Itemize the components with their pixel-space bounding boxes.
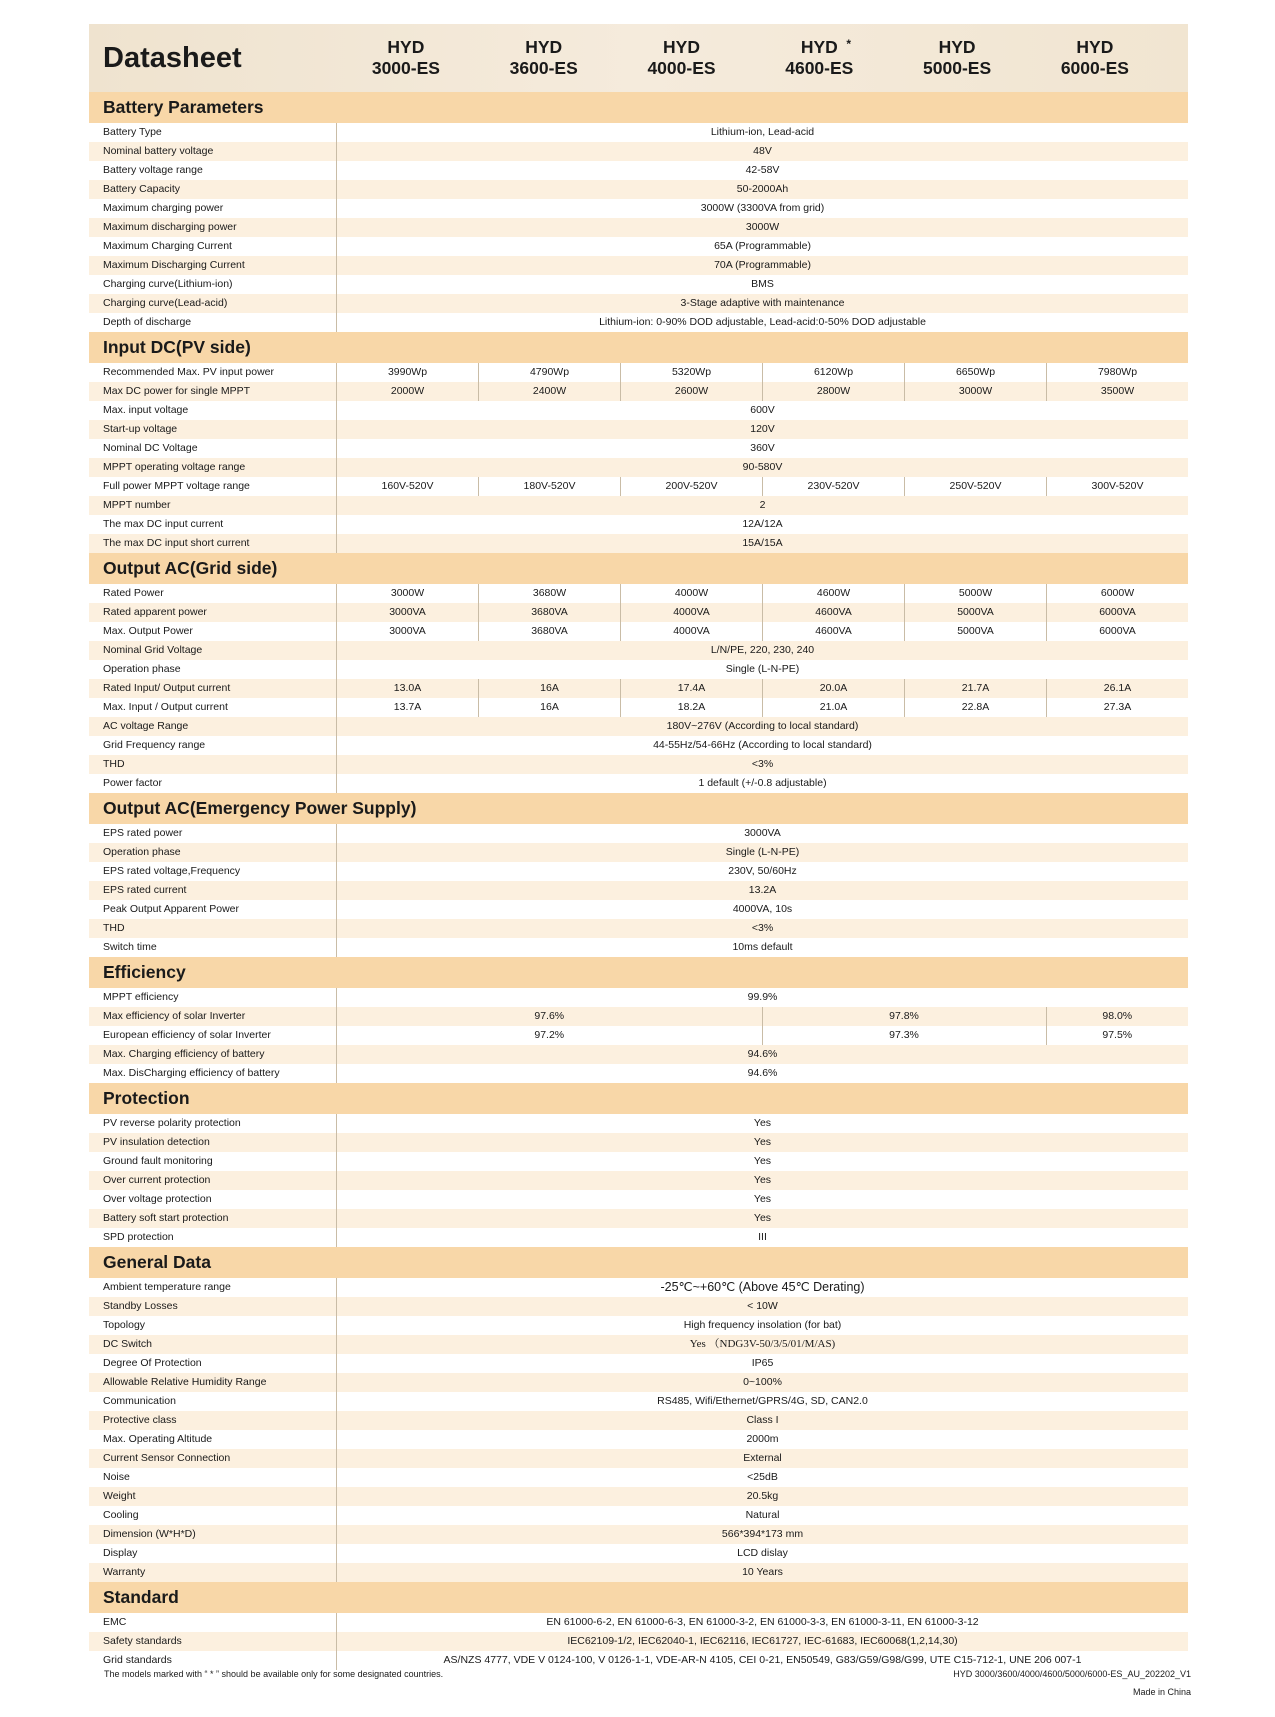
table-row (89, 363, 1188, 382)
row-label: Rated Power (89, 584, 337, 603)
table-row (89, 123, 1188, 142)
table-row (89, 900, 1188, 919)
table-row (89, 1209, 1188, 1228)
row-label: The max DC input current (89, 515, 337, 534)
row-value: External (743, 1452, 782, 1464)
row-value: 3000VA (389, 625, 426, 637)
section-heading: Output AC(Emergency Power Supply) (89, 793, 1188, 824)
row-label: Standby Losses (89, 1297, 337, 1316)
row-value: 6120Wp (762, 363, 904, 382)
row-value: <3% (751, 922, 774, 934)
row-value: 94.6% (747, 1067, 778, 1079)
section-heading: Output AC(Grid side) (89, 553, 1188, 584)
table-row (89, 622, 1188, 641)
row-value: 3500W (1046, 382, 1188, 401)
row-label: Battery Capacity (89, 180, 337, 199)
row-value: 97.8% (762, 1007, 1046, 1026)
row-label: Cooling (89, 1506, 337, 1525)
row-value: 70A (Programmable) (714, 259, 811, 271)
row-value: 27.3A (1046, 698, 1188, 717)
row-label: Maximum discharging power (89, 218, 337, 237)
row-value: 3680VA (478, 603, 620, 622)
table-row (89, 774, 1188, 793)
row-label: THD (89, 919, 337, 938)
row-value: 4600W (762, 584, 904, 603)
table-row (89, 938, 1188, 957)
row-value: 4000VA (620, 603, 762, 622)
row-label: Nominal battery voltage (89, 142, 337, 161)
row-label: SPD protection (89, 1228, 337, 1247)
row-value: <3% (751, 758, 774, 770)
row-value: 360V (750, 442, 775, 454)
row-value: 94.6% (747, 1048, 778, 1060)
row-value: 97.2% (534, 1029, 565, 1041)
row-value: 3000W (904, 382, 1046, 401)
model-header (888, 24, 1026, 92)
row-label: Max. DisCharging efficiency of battery (89, 1064, 337, 1083)
model-series: HYD (663, 37, 700, 57)
row-value: 6650Wp (904, 363, 1046, 382)
row-value: IEC62109-1/2, IEC62040-1, IEC62116, IEC61727, IEC-61683, IEC60068(1,2,14,30) (567, 1635, 958, 1647)
row-label: Grid standards (89, 1651, 337, 1670)
model-series: HYD (938, 37, 976, 57)
table-row (89, 180, 1188, 199)
row-label: Over current protection (89, 1171, 337, 1190)
table-row (89, 1064, 1188, 1083)
row-label: Weight (89, 1487, 337, 1506)
table-row (89, 1525, 1188, 1544)
row-value: IP65 (751, 1357, 774, 1369)
model-code: 3000-ES (371, 58, 440, 78)
row-value: 3000VA (744, 827, 781, 839)
row-value: 22.8A (904, 698, 1046, 717)
document-code: HYD 3000/3600/4000/4600/5000/6000-ES_AU_202202_V1 (953, 1669, 1191, 1679)
row-value: 0~100% (743, 1376, 782, 1388)
section-heading: Efficiency (89, 957, 1188, 988)
row-label: Max. Output Power (89, 622, 337, 641)
row-value: 2 (759, 499, 766, 511)
row-value: 5000VA (904, 603, 1046, 622)
row-value: 4600VA (762, 622, 904, 641)
table-row (89, 1171, 1188, 1190)
table-row (89, 458, 1188, 477)
row-value: 4790Wp (478, 363, 620, 382)
row-label: MPPT operating voltage range (89, 458, 337, 477)
table-row (89, 1316, 1188, 1335)
row-label: Rated apparent power (89, 603, 337, 622)
row-label: Battery soft start protection (89, 1209, 337, 1228)
table-row (89, 534, 1188, 553)
table-row (89, 1152, 1188, 1171)
page-title: Datasheet (103, 42, 242, 74)
row-value: 180V~276V (According to local standard) (666, 720, 859, 732)
row-value: 230V, 50/60Hz (728, 865, 797, 877)
row-value: Lithium-ion, Lead-acid (710, 126, 815, 138)
row-label: AC voltage Range (89, 717, 337, 736)
row-label: Battery Type (89, 123, 337, 142)
table-row (89, 1506, 1188, 1525)
row-value: 21.7A (904, 679, 1046, 698)
model-code: 6000-ES (1060, 58, 1129, 78)
footnote: The models marked with “ * ” should be available only for some designated countries. (104, 1669, 444, 1679)
row-value: High frequency insolation (for bat) (683, 1319, 842, 1331)
table-row (89, 1007, 1188, 1026)
row-value: 4000VA (620, 622, 762, 641)
table-row (89, 1563, 1188, 1582)
row-value: Yes (753, 1136, 772, 1148)
row-value: Single (L-N-PE) (725, 663, 800, 675)
table-row (89, 1430, 1188, 1449)
table-row (89, 843, 1188, 862)
row-value: 3000W (3300VA from grid) (700, 202, 825, 214)
table-row (89, 641, 1188, 660)
row-value: Yes (753, 1117, 772, 1129)
section-heading: General Data (89, 1247, 1188, 1278)
row-value: 2000W (390, 385, 425, 397)
row-label: Depth of discharge (89, 313, 337, 332)
row-label: Warranty (89, 1563, 337, 1582)
table-header (89, 24, 1188, 92)
table-row (89, 161, 1188, 180)
row-value: RS485, Wifi/Ethernet/GPRS/4G, SD, CAN2.0 (657, 1395, 868, 1407)
table-row (89, 660, 1188, 679)
row-label: MPPT efficiency (89, 988, 337, 1007)
row-value: 99.9% (747, 991, 778, 1003)
row-value: Yes (753, 1174, 772, 1186)
row-label: Over voltage protection (89, 1190, 337, 1209)
table-row (89, 603, 1188, 622)
table-row (89, 698, 1188, 717)
row-label: Start-up voltage (89, 420, 337, 439)
row-label: PV insulation detection (89, 1133, 337, 1152)
row-label: Allowable Relative Humidity Range (89, 1373, 337, 1392)
row-value: 6000VA (1046, 603, 1188, 622)
row-label: Safety standards (89, 1632, 337, 1651)
row-value: Yes （NDG3V-50/3/5/01/M/AS) (689, 1338, 836, 1350)
table-row (89, 1411, 1188, 1430)
row-value: BMS (751, 278, 774, 290)
row-label: Noise (89, 1468, 337, 1487)
row-label: Max. Operating Altitude (89, 1430, 337, 1449)
row-label: Maximum Discharging Current (89, 256, 337, 275)
table-body (89, 92, 1188, 1670)
table-row (89, 1354, 1188, 1373)
table-row (89, 862, 1188, 881)
model-code: 5000-ES (923, 58, 992, 78)
row-value: 97.3% (762, 1026, 1046, 1045)
table-row (89, 1468, 1188, 1487)
row-label: Ground fault monitoring (89, 1152, 337, 1171)
row-value: 48V (753, 145, 772, 157)
row-value: 13.7A (393, 701, 422, 713)
row-label: Operation phase (89, 660, 337, 679)
row-label: Battery voltage range (89, 161, 337, 180)
table-row (89, 1544, 1188, 1563)
row-value: 98.0% (1046, 1007, 1189, 1026)
row-value: <25dB (747, 1471, 778, 1483)
row-value: Single (L-N-PE) (725, 846, 800, 858)
row-label: PV reverse polarity protection (89, 1114, 337, 1133)
table-row (89, 1190, 1188, 1209)
row-value: 26.1A (1046, 679, 1188, 698)
row-value: 3990Wp (387, 366, 428, 378)
table-row (89, 824, 1188, 843)
datasheet-table (89, 24, 1188, 1670)
row-label: Maximum charging power (89, 199, 337, 218)
row-label: Max. input voltage (89, 401, 337, 420)
model-header (337, 24, 475, 92)
row-label: Dimension (W*H*D) (89, 1525, 337, 1544)
row-label: Maximum Charging Current (89, 237, 337, 256)
row-label: Ambient temperature range (89, 1278, 337, 1297)
model-header (750, 24, 888, 92)
row-value: EN 61000-6-2, EN 61000-6-3, EN 61000-3-2, EN 61000-3-3, EN 61000-3-11, EN 61000-3-12 (546, 1616, 979, 1628)
row-value: 10 Years (742, 1566, 783, 1578)
table-row (89, 1026, 1188, 1045)
row-value: 160V-520V (381, 480, 434, 492)
row-value: 42-58V (745, 164, 780, 176)
table-row (89, 477, 1188, 496)
table-row (89, 294, 1188, 313)
row-value: 250V-520V (904, 477, 1046, 496)
row-value: Yes (753, 1212, 772, 1224)
row-value: 4000W (620, 584, 762, 603)
row-label: Charging curve(Lithium-ion) (89, 275, 337, 294)
row-label: The max DC input short current (89, 534, 337, 553)
row-value: 20.0A (762, 679, 904, 698)
row-value: 120V (750, 423, 775, 435)
row-value: 13.0A (393, 682, 422, 694)
table-row (89, 237, 1188, 256)
table-row (89, 1228, 1188, 1247)
row-value: 16A (478, 698, 620, 717)
row-value: 3680VA (478, 622, 620, 641)
table-row (89, 218, 1188, 237)
row-value: 2800W (762, 382, 904, 401)
model-series: HYD (800, 37, 838, 57)
row-value: 200V-520V (620, 477, 762, 496)
row-value: 230V-520V (762, 477, 904, 496)
table-row (89, 1373, 1188, 1392)
row-value: 18.2A (620, 698, 762, 717)
table-row (89, 275, 1188, 294)
row-label: Current Sensor Connection (89, 1449, 337, 1468)
row-label: EPS rated power (89, 824, 337, 843)
model-header (613, 24, 751, 92)
row-value: 21.0A (762, 698, 904, 717)
model-header (475, 24, 613, 92)
table-row (89, 515, 1188, 534)
row-value: L/N/PE, 220, 230, 240 (710, 644, 815, 656)
row-value: 65A (Programmable) (714, 240, 811, 252)
row-value: LCD dislay (737, 1547, 788, 1559)
row-label: Max DC power for single MPPT (89, 382, 337, 401)
table-row (89, 1392, 1188, 1411)
table-row (89, 1297, 1188, 1316)
row-label: Peak Output Apparent Power (89, 900, 337, 919)
table-row (89, 919, 1188, 938)
table-row (89, 1651, 1188, 1670)
row-label: Display (89, 1544, 337, 1563)
row-value: 44-55Hz/54-66Hz (According to local standard) (653, 739, 872, 751)
row-value: Yes (753, 1193, 772, 1205)
row-label: Max efficiency of solar Inverter (89, 1007, 337, 1026)
row-value: < 10W (747, 1300, 778, 1312)
row-label: Nominal DC Voltage (89, 439, 337, 458)
section-heading: Battery Parameters (89, 92, 1188, 123)
table-row (89, 401, 1188, 420)
table-row (89, 199, 1188, 218)
table-row (89, 439, 1188, 458)
table-row (89, 1278, 1188, 1297)
table-row (89, 717, 1188, 736)
row-value: 3000W (390, 587, 425, 599)
row-label: EMC (89, 1613, 337, 1632)
table-row (89, 1114, 1188, 1133)
row-value: 6000VA (1046, 622, 1188, 641)
row-value: Yes (753, 1155, 772, 1167)
row-label: Full power MPPT voltage range (89, 477, 337, 496)
table-row (89, 1449, 1188, 1468)
table-row (89, 142, 1188, 161)
row-value: Natural (745, 1509, 780, 1521)
model-series: HYD (525, 37, 563, 57)
section-heading: Input DC(PV side) (89, 332, 1188, 363)
row-label: Degree Of Protection (89, 1354, 337, 1373)
row-value: 13.2A (748, 884, 777, 896)
table-row (89, 755, 1188, 774)
availability-mark: * (846, 37, 852, 51)
row-label: Protective class (89, 1411, 337, 1430)
row-value: 5000W (904, 584, 1046, 603)
row-label: Grid Frequency range (89, 736, 337, 755)
row-label: THD (89, 755, 337, 774)
table-row (89, 496, 1188, 515)
row-label: Power factor (89, 774, 337, 793)
origin-label: Made in China (1132, 1687, 1191, 1697)
row-label: European efficiency of solar Inverter (89, 1026, 337, 1045)
row-value: 1 default (+/-0.8 adjustable) (698, 777, 827, 789)
row-value: 5000VA (904, 622, 1046, 641)
row-value: 180V-520V (478, 477, 620, 496)
row-value: 3000VA (389, 606, 426, 618)
row-value: 12A/12A (742, 518, 783, 530)
row-value: 4600VA (762, 603, 904, 622)
row-value: 20.5kg (746, 1490, 779, 1502)
row-value: 50-2000Ah (736, 183, 789, 195)
row-value: 2600W (620, 382, 762, 401)
row-label: Max. Input / Output current (89, 698, 337, 717)
row-label: Topology (89, 1316, 337, 1335)
table-row (89, 420, 1188, 439)
row-label: Charging curve(Lead-acid) (89, 294, 337, 313)
row-value: AS/NZS 4777, VDE V 0124-100, V 0126-1-1, VDE-AR-N 4105, CEI 0-21, EN50549, G83/G59/G98/G99, UTE C15-712-1, UNE 206 007-1 (443, 1654, 1082, 1666)
model-series: HYD (387, 37, 425, 57)
table-row (89, 1613, 1188, 1632)
row-value: 3000W (745, 221, 780, 233)
row-value: 7980Wp (1046, 363, 1188, 382)
row-label: Communication (89, 1392, 337, 1411)
table-row (89, 256, 1188, 275)
row-value: 10ms default (732, 941, 793, 953)
table-row (89, 679, 1188, 698)
row-value: 90-580V (742, 461, 783, 473)
row-value: 300V-520V (1046, 477, 1188, 496)
row-value: 566*394*173 mm (721, 1528, 804, 1540)
table-row (89, 736, 1188, 755)
table-row (89, 1335, 1188, 1354)
model-code: 4600-ES (785, 58, 854, 78)
row-label: Recommended Max. PV input power (89, 363, 337, 382)
model-code: 4000-ES (647, 58, 716, 78)
row-label: Max. Charging efficiency of battery (89, 1045, 337, 1064)
row-value: 4000VA, 10s (732, 903, 793, 915)
section-heading: Standard (89, 1582, 1188, 1613)
row-value: 17.4A (620, 679, 762, 698)
section-heading: Protection (89, 1083, 1188, 1114)
model-header (1026, 24, 1164, 92)
row-value: 15A/15A (742, 537, 783, 549)
table-row (89, 313, 1188, 332)
row-value: Class I (746, 1414, 779, 1426)
table-row (89, 1045, 1188, 1064)
row-label: Nominal Grid Voltage (89, 641, 337, 660)
row-value: 16A (478, 679, 620, 698)
table-row (89, 1632, 1188, 1651)
row-value: III (758, 1231, 767, 1243)
row-label: DC Switch (89, 1335, 337, 1354)
row-label: EPS rated voltage,Frequency (89, 862, 337, 881)
row-value: 3680W (478, 584, 620, 603)
row-label: Operation phase (89, 843, 337, 862)
row-label: MPPT number (89, 496, 337, 515)
row-value: 6000W (1046, 584, 1188, 603)
row-value: 2400W (478, 382, 620, 401)
row-value: 97.5% (1046, 1026, 1189, 1045)
row-label: EPS rated current (89, 881, 337, 900)
table-row (89, 1487, 1188, 1506)
table-row (89, 1133, 1188, 1152)
row-value: Lithium-ion: 0-90% DOD adjustable, Lead-acid:0-50% DOD adjustable (599, 316, 926, 328)
table-row (89, 382, 1188, 401)
table-row (89, 584, 1188, 603)
table-row (89, 881, 1188, 900)
model-series: HYD (1076, 37, 1114, 57)
row-value: 600V (750, 404, 775, 416)
row-value: 3-Stage adaptive with maintenance (680, 297, 845, 309)
table-row (89, 988, 1188, 1007)
row-value: 97.6% (534, 1010, 565, 1022)
row-label: Rated Input/ Output current (89, 679, 337, 698)
row-value: -25℃~+60℃ (Above 45℃ Derating) (660, 1280, 865, 1294)
model-code: 3600-ES (509, 58, 578, 78)
row-value: 2000m (746, 1433, 779, 1445)
row-value: 5320Wp (620, 363, 762, 382)
row-label: Switch time (89, 938, 337, 957)
